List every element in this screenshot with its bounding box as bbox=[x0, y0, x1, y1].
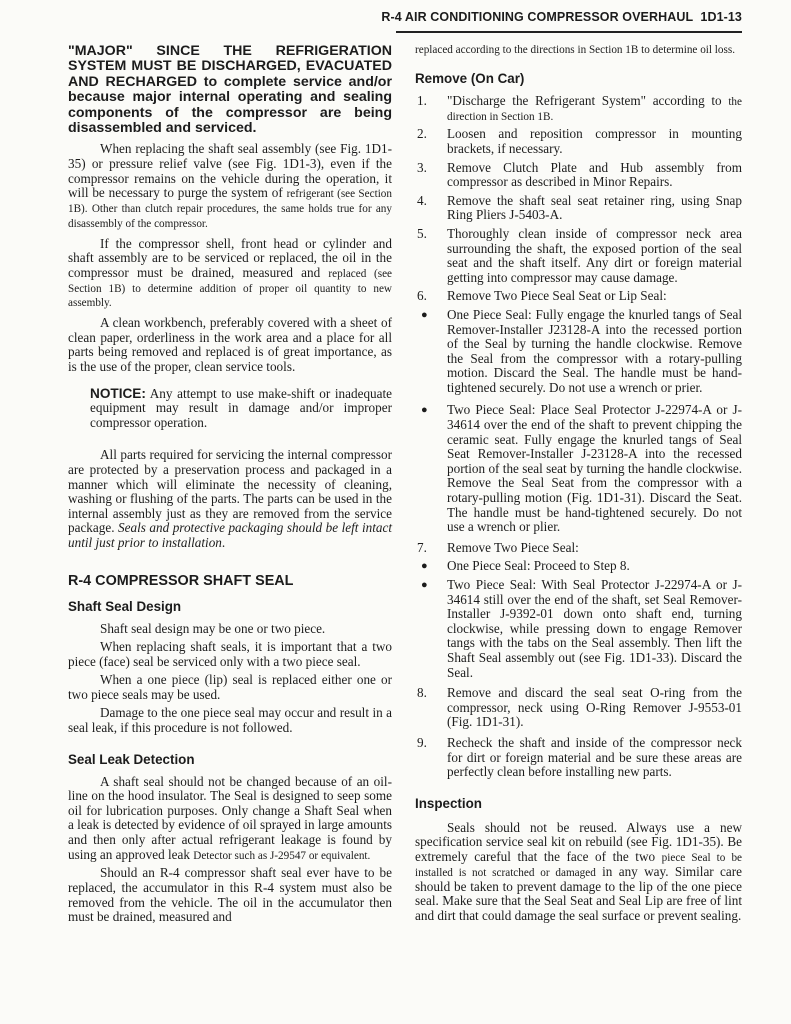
workbench-paragraph: A clean workbench, preferably covered with a sheet of clean paper, orderliness in the work area and a place for all parts being removed and replaced is of great importance, as is the use of the proper, clean service tools. bbox=[68, 315, 392, 374]
continued-paragraph: replaced according to the directions in Section 1B to determine oil loss. bbox=[415, 44, 736, 56]
step-6-bullet-one-piece: ● One Piece Seal: Fully engage the knurled tangs of Seal Remover-Installer J23128-A into the recessed portion of the Seal by turning the handle clockwise. Remove the Seal from the compressor with a rotary-pulling motion. Discard the Seal. The handle must be hand-tightened securely. Do not use a wrench or prier. bbox=[415, 308, 742, 396]
notice-label: NOTICE: bbox=[90, 385, 146, 401]
bullet-icon: ● bbox=[421, 560, 428, 573]
bullet-icon: ● bbox=[421, 308, 428, 321]
subheading-remove-on-car: Remove (On Car) bbox=[415, 70, 525, 86]
notice-text: Any attempt to use make-shift or inadequate equipment may result in damage and/or improper compressor operation. bbox=[90, 385, 393, 430]
notice-box bbox=[90, 387, 392, 431]
right-column bbox=[415, 44, 742, 923]
parts-paragraph: All parts required for servicing the internal compressor are protected by a preservation process and packaged in a manner which will eliminate the necessity of cleaning, washing or flushing of the parts. The parts can be used in the internal assembly just as they are removed from the service package. Seals and protective packaging should be left intact until just prior to installation. bbox=[68, 447, 393, 550]
step-8: 8. Remove and discard the seal seat O-ring from the compressor, neck using O-Ring Remover J-9553-01 (Fig. 1D1-31). bbox=[417, 685, 742, 730]
design-paragraph-4: Damage to the one piece seal may occur and result in a seal leak, if this procedure is not followed. bbox=[68, 705, 392, 736]
subheading-inspection: Inspection bbox=[415, 795, 482, 811]
step-7-bullet-two-piece: ● Two Piece Seal: With Seal Protector J-22974-A or J-34614 still over the end of the shaft, set Seal Remover-Installer J-9392-01 down onto shaft end, turning clockwise, while pressing down to engage Remover tangs with the tabs on the Seal assembly. Then lift the Shaft Seal assembly out (see Fig. 1D1-33). Discard the Seal. bbox=[415, 578, 742, 680]
inspection-paragraph: Seals should not be reused. Always use a new specification service seal kit on rebuild (see Fig. 1D1-35). Be extremely careful that the face of the two piece Seal to be installed is not scratched or damaged in any way. Similar care should be taken to prevent damage to the lip of the one piece seal. Make sure that the Seal Seat and Seal Lip are free of lint and dirt that could damage the seal surface or prevent sealing. bbox=[415, 819, 743, 923]
step-7: 7. Remove Two Piece Seal: bbox=[417, 539, 579, 555]
header-title: R-4 AIR CONDITIONING COMPRESSOR OVERHAUL bbox=[381, 10, 694, 24]
section-heading-shaft-seal: R-4 COMPRESSOR SHAFT SEAL bbox=[68, 572, 294, 589]
step-4: 4. Remove the shaft seal seat retainer ring, using Snap Ring Pliers J-5403-A. bbox=[417, 192, 742, 223]
step-6: 6. Remove Two Piece Seal Seat or Lip Seal: bbox=[417, 288, 667, 304]
header-rule bbox=[396, 31, 742, 33]
design-paragraph-2: When replacing shaft seals, it is important that a two piece (face) seal be serviced only with a two piece seal. bbox=[68, 639, 392, 669]
step-2: 2. Loosen and reposition compressor in mounting brackets, if necessary. bbox=[417, 126, 742, 156]
leak-paragraph-1: A shaft seal should not be changed because of an oil-line on the hood insulator. The Seal is designed to seep some oil for lubrication purposes. Only change a Shaft Seal when a leak is detected by evidence of oil sprayed in large amounts and then only after actual refrigerant leakage is found by using an approved leak Detector such as J-29547 or equivalent. bbox=[68, 773, 392, 862]
leak-paragraph-2: Should an R-4 compressor shaft seal ever have to be replaced, the accumulator in this R-4 system must also be removed from the vehicle. The oil in the accumulator then must be drained, measured and bbox=[68, 865, 392, 925]
left-column bbox=[68, 44, 392, 925]
bullet-icon: ● bbox=[421, 404, 428, 417]
bullet-icon: ● bbox=[421, 579, 428, 592]
step-1: 1. "Discharge the Refrigerant System" according to the direction in Section 1B. bbox=[417, 92, 742, 123]
intro-paragraph: When replacing the shaft seal assembly (see Fig. 1D1-35) or pressure relief valve (see Fig. 1D1-3), even if the compressor remains on the vehicle during the operation, it will be necessary to purge the system of refrigerant (see Section 1B). Other than clutch repair procedures, the same holds true for any disassembly of the compressor. bbox=[68, 141, 392, 230]
design-paragraph-1: Shaft seal design may be one or two piece. bbox=[100, 620, 326, 636]
design-paragraph-3: When a one piece (lip) seal is replaced either one or two piece seals may be used. bbox=[68, 672, 392, 702]
step-9: 9. Recheck the shaft and inside of the compressor neck for dirt or foreign material and be sure these areas are perfectly clean before installing new parts. bbox=[417, 734, 742, 780]
step-5: 5. Thoroughly clean inside of compressor neck area surrounding the shaft, the exposed portion of the seal seat and the shaft itself. Any dirt or foreign material getting into compressor may cause damage. bbox=[417, 225, 742, 285]
running-header bbox=[0, 10, 742, 24]
step-6-bullet-two-piece: ● Two Piece Seal: Place Seal Protector J-22974-A or J-34614 over the end of the shaft to prevent chipping the ceramic seat. Fully engage the knurled tangs of Seal Seat Remover-Installer J-23128-A into the recessed portion of the seal seat by turning the handle clockwise. Remove the Seal Seat from the compressor with a rotary-pulling motion (Fig. 1D1-31). Discard the Seat. The handle must be hand-tightened securely. Do not use a wrench or plier. bbox=[415, 403, 742, 534]
subheading-seal-leak-detection: Seal Leak Detection bbox=[68, 751, 195, 767]
step-7-bullet-one-piece: ● One Piece Seal: Proceed to Step 8. bbox=[415, 559, 742, 574]
major-warning: "MAJOR" SINCE THE REFRIGERATION SYSTEM MUST BE DISCHARGED, EVACUATED AND RECHARGED to complete service and/or because major internal operating and sealing components of the compressor are being disassembled and serviced. bbox=[68, 43, 392, 137]
header-page-number: 1D1-13 bbox=[700, 10, 742, 24]
step-3: 3. Remove Clutch Plate and Hub assembly from compressor as described in Minor Repairs. bbox=[417, 159, 742, 190]
oil-paragraph: If the compressor shell, front head or cylinder and shaft assembly are to be serviced or replaced, the oil in the compressor must be drained, measured and replaced (see Section 1B) to determine addition of proper oil quantity to new assembly. bbox=[68, 235, 393, 310]
subheading-shaft-seal-design: Shaft Seal Design bbox=[68, 598, 182, 614]
